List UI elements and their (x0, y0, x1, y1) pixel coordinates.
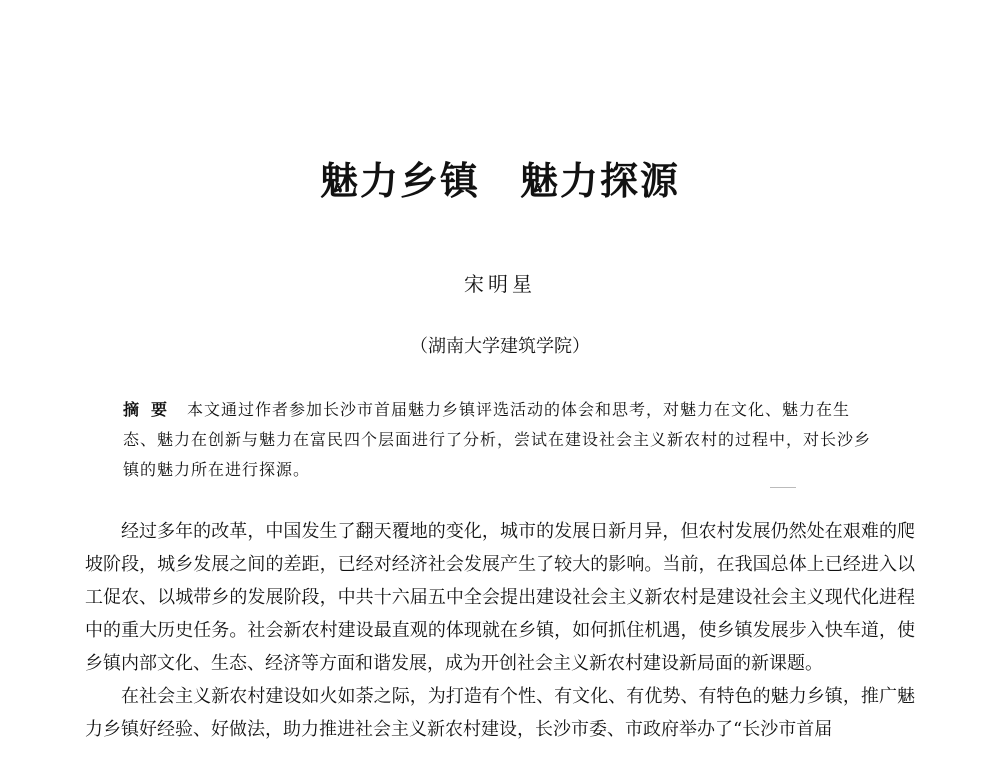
divider-mark (770, 487, 796, 488)
title-part-2: 魅力探源 (520, 159, 681, 203)
body-paragraph-2: 在社会主义新农村建设如火如荼之际，为打造有个性、有文化、有优势、有特色的魅力乡镇，推广魅力乡镇好经验、好做法，助力推进社会主义新农村建设，长沙市委、市政府举办了“长沙市首届 (85, 686, 915, 740)
abstract-block (123, 395, 883, 485)
article-title (0, 150, 1000, 205)
author-name: 宋明星 (464, 272, 536, 296)
author-affiliation: （湖南大学建筑学院） (410, 336, 590, 357)
title-part-1: 魅力乡镇 (319, 159, 480, 203)
body-text (85, 515, 915, 746)
abstract-text: 本文通过作者参加长沙市首届魅力乡镇评选活动的体会和思考，对魅力在文化、魅力在生态、魅力在创新与魅力在富民四个层面进行了分析，尝试在建设社会主义新农村的过程中，对长沙乡镇的魅力所在进行探源。 (123, 400, 872, 479)
body-paragraph-1: 经过多年的改革，中国发生了翻天覆地的变化，城市的发展日新月异，但农村发展仍然处在艰难的爬坡阶段，城乡发展之间的差距，已经对经济社会发展产生了较大的影响。当前，在我国总体上已经进入以工促农、以城带乡的发展阶段，中共十六届五中全会提出建设社会主义新农村是建设社会主义现代化进程中的重大历史任务。社会新农村建设最直观的体现就在乡镇，如何抓住机遇，使乡镇发展步入快车道，使乡镇内部文化、生态、经济等方面和谐发展，成为开创社会主义新农村建设新局面的新课题。 (85, 521, 915, 674)
abstract-label: 摘要 (123, 400, 180, 419)
